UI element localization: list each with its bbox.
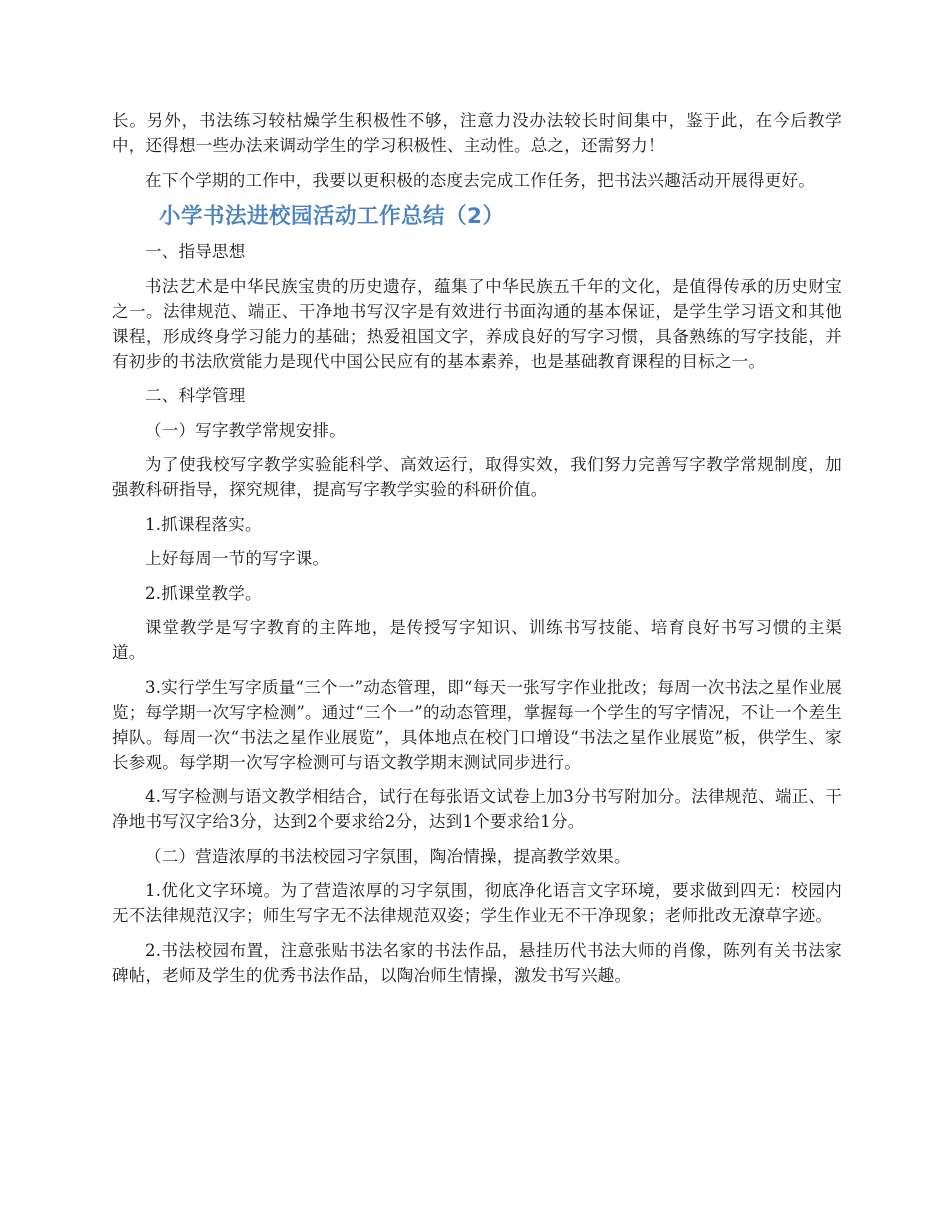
document-page <box>112 108 842 997</box>
paragraph-weekly-class: 上好每周一节的写字课。 <box>145 549 330 568</box>
paragraph-continuation: 长。另外，书法练习较枯燥学生积极性不够，注意力没办法较长时间集中，鉴于此，在今后教学中，还得想一些办法来调动学生的学习积极性、主动性。总之，还需努力！ <box>112 111 842 155</box>
section-heading: 小学书法进校园活动工作总结（2） <box>159 204 505 229</box>
item-exam-combination: 4.写字检测与语文教学相结合，试行在每张语文试卷上加3分书写附加分。法律规范、端正、干净地书写汉字给3分，达到2个要求给2分，达到1个要求给1分。 <box>112 787 842 831</box>
paragraph-classroom-main: 课堂教学是写字教育的主阵地，是传授写字知识、训练书写技能、培育良好书写习惯的主渠道。 <box>112 618 842 662</box>
subheading-scientific-management: 二、科学管理 <box>145 386 246 405</box>
item-optimize-environment: 1.优化文字环境。为了营造浓厚的习字氛围，彻底净化语言文字环境，要求做到四无：校园内无不法律规范汉字；师生写字无不法律规范双姿；学生作业无不干净现象；老师批改无潦草字迹。 <box>112 881 842 925</box>
paragraph-next-semester: 在下个学期的工作中，我要以更积极的态度去完成工作任务，把书法兴趣活动开展得更好。 <box>145 170 815 190</box>
item-three-ones: 3.实行学生写字质量“三个一”动态管理，即“每天一张写字作业批改；每周一次书法之星作业展览；每学期一次写字检测”。通过“三个一”的动态管理，掌握每一个学生的写字情况，不让一个差生掉队。每周一次“书法之星作业展览”，具体地点在校门口增设“书法之星作业展览”板，供学生、家长参观。每学期一次写字检测可与语文教学期末测试同步进行。 <box>112 677 842 772</box>
item-classroom-teaching: 2.抓课堂教学。 <box>145 583 262 603</box>
item-course-implementation: 1.抓课程落实。 <box>145 514 262 534</box>
subheading-guiding-ideas: 一、指导思想 <box>145 242 246 261</box>
paragraph-calligraphy-art: 书法艺术是中华民族宝贵的历史遗存，蕴集了中华民族五千年的文化，是值得传承的历史财宝之一。法律规范、端正、干净地书写汉字是有效进行书面沟通的基本保证，是学生学习语文和其他课程，形成终身学习能力的基础；热爱祖国文字，养成良好的写字习惯，具备熟练的写字技能，并有初步的书法欣赏能力是现代中国公民应有的基本素养，也是基础教育课程的目标之一。 <box>112 276 842 371</box>
subheading-atmosphere: （二）营造浓厚的书法校园习字氛围，陶冶情操，提高教学效果。 <box>145 846 631 866</box>
subheading-routine-arrangement: （一）写字教学常规安排。 <box>145 420 346 440</box>
item-campus-layout: 2.书法校园布置，注意张贴书法名家的书法作品，悬挂历代书法大师的肖像，陈列有关书法家碑帖，老师及学生的优秀书法作品，以陶冶师生情操，激发书写兴趣。 <box>112 940 842 985</box>
paragraph-improve-system: 为了使我校写字教学实验能科学、高效运行，取得实效，我们努力完善写字教学常规制度，加强教科研指导，探究规律，提高写字教学实验的科研价值。 <box>112 455 842 499</box>
